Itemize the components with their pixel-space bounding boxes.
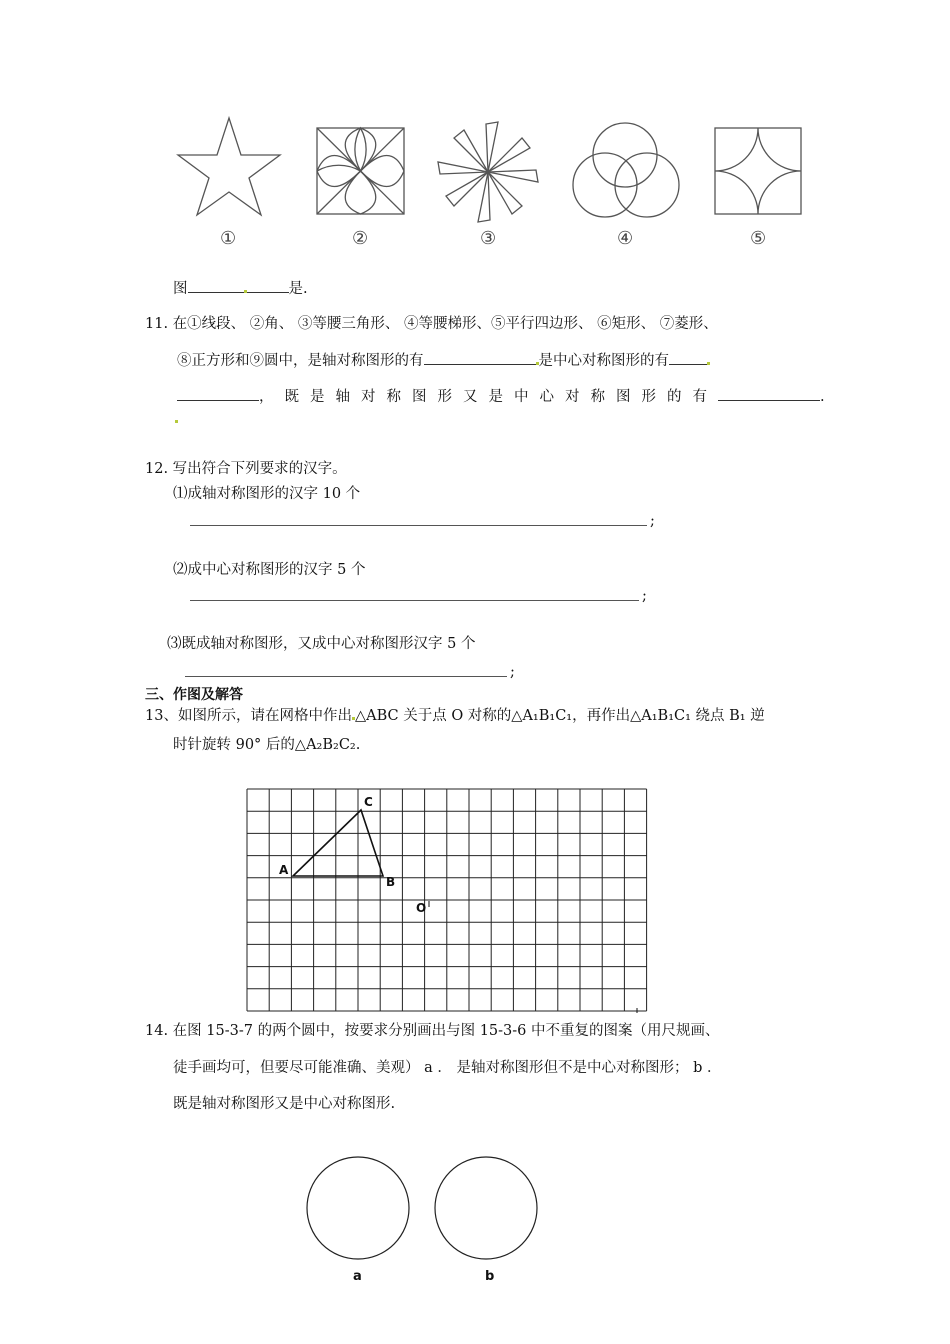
circle-a[interactable] — [307, 1157, 409, 1259]
q11-center-blank-cont[interactable] — [177, 388, 259, 401]
q12-semicolon-1: ; — [650, 513, 655, 529]
q12-semicolon-3: ; — [510, 664, 515, 680]
q11-line1: 11. 在①线段、 ②角、 ③等腰三角形、 ④等腰梯形、⑤平行四边形、 ⑥矩形、 ⑦菱形、 — [145, 316, 718, 332]
figure-label-4: ④ — [617, 228, 634, 249]
figure-square-arcs — [715, 128, 801, 214]
q12-item2: ⑵成中心对称图形的汉字 5 个 — [173, 562, 366, 578]
q11-center-blank[interactable] — [669, 352, 707, 365]
q13-line1: 13、如图所示，请在网格中作出 △ABC 关于点 O 对称的△A₁B₁C₁，再作出△A₁B₁C₁ 绕点 B₁ 逆 — [145, 708, 765, 724]
q12-answer-line-2[interactable] — [190, 600, 639, 601]
figures-row — [0, 0, 950, 260]
point-c-label: C — [364, 795, 373, 809]
circle-a-label: a — [353, 1269, 362, 1284]
q13-line2: 时针旋转 90° 后的△A₂B₂C₂. — [173, 737, 361, 753]
figure-label-2: ② — [352, 228, 369, 249]
circle-b-label: b — [485, 1269, 495, 1284]
answer-blank[interactable] — [247, 280, 289, 293]
figure-square-petals — [317, 128, 404, 214]
section-3-title: 三、作图及解答 — [145, 687, 243, 703]
answer-blank[interactable] — [188, 280, 244, 293]
figure-star — [178, 118, 280, 215]
figure-label-3: ③ — [480, 228, 497, 249]
q11-line2: ⑧正方形和⑨圆中，是轴对称图形的有 是中心对称图形的有 — [177, 352, 710, 369]
point-b-label: B — [386, 875, 396, 889]
figures-caption: 图 是. — [173, 281, 308, 297]
q14-line2: 徒手画均可，但要尽可能准确、美观） a ． 是轴对称图形但不是中心对称图形； b ． — [173, 1060, 722, 1076]
q12-title: 12. 写出符合下列要求的汉字。 — [145, 461, 347, 477]
q12-item3: ⑶既成轴对称图形，又成中心对称图形汉字 5 个 — [167, 636, 476, 652]
q12-item1: ⑴成轴对称图形的汉字 10 个 — [173, 486, 361, 502]
point-a-label: A — [279, 863, 289, 877]
figure-pinwheel — [438, 122, 538, 222]
q11-axis-blank[interactable] — [424, 352, 536, 365]
point-o-label: O — [416, 901, 427, 915]
circle-b[interactable] — [435, 1157, 537, 1259]
figure-label-5: ⑤ — [750, 228, 767, 249]
figure-label-1: ① — [220, 228, 237, 249]
q12-answer-line-1[interactable] — [190, 525, 647, 526]
q14-line3: 既是轴对称图形又是中心对称图形. — [173, 1096, 396, 1112]
q14-line1: 14. 在图 15-3-7 的两个圆中，按要求分别画出与图 15-3-6 中不重复的图案（用尺规画、 — [145, 1023, 720, 1039]
figure-three-circles — [573, 123, 679, 217]
q13-grid[interactable] — [240, 782, 650, 1014]
q12-semicolon-2: ; — [642, 588, 647, 604]
q11-both-blank[interactable] — [718, 388, 820, 401]
q12-answer-line-3[interactable] — [185, 676, 507, 677]
q11-line3: ，既是轴对称图形又是中心对称图形的有 . — [177, 388, 825, 405]
q14-circles[interactable] — [300, 1155, 550, 1270]
triangle-abc — [293, 810, 383, 876]
